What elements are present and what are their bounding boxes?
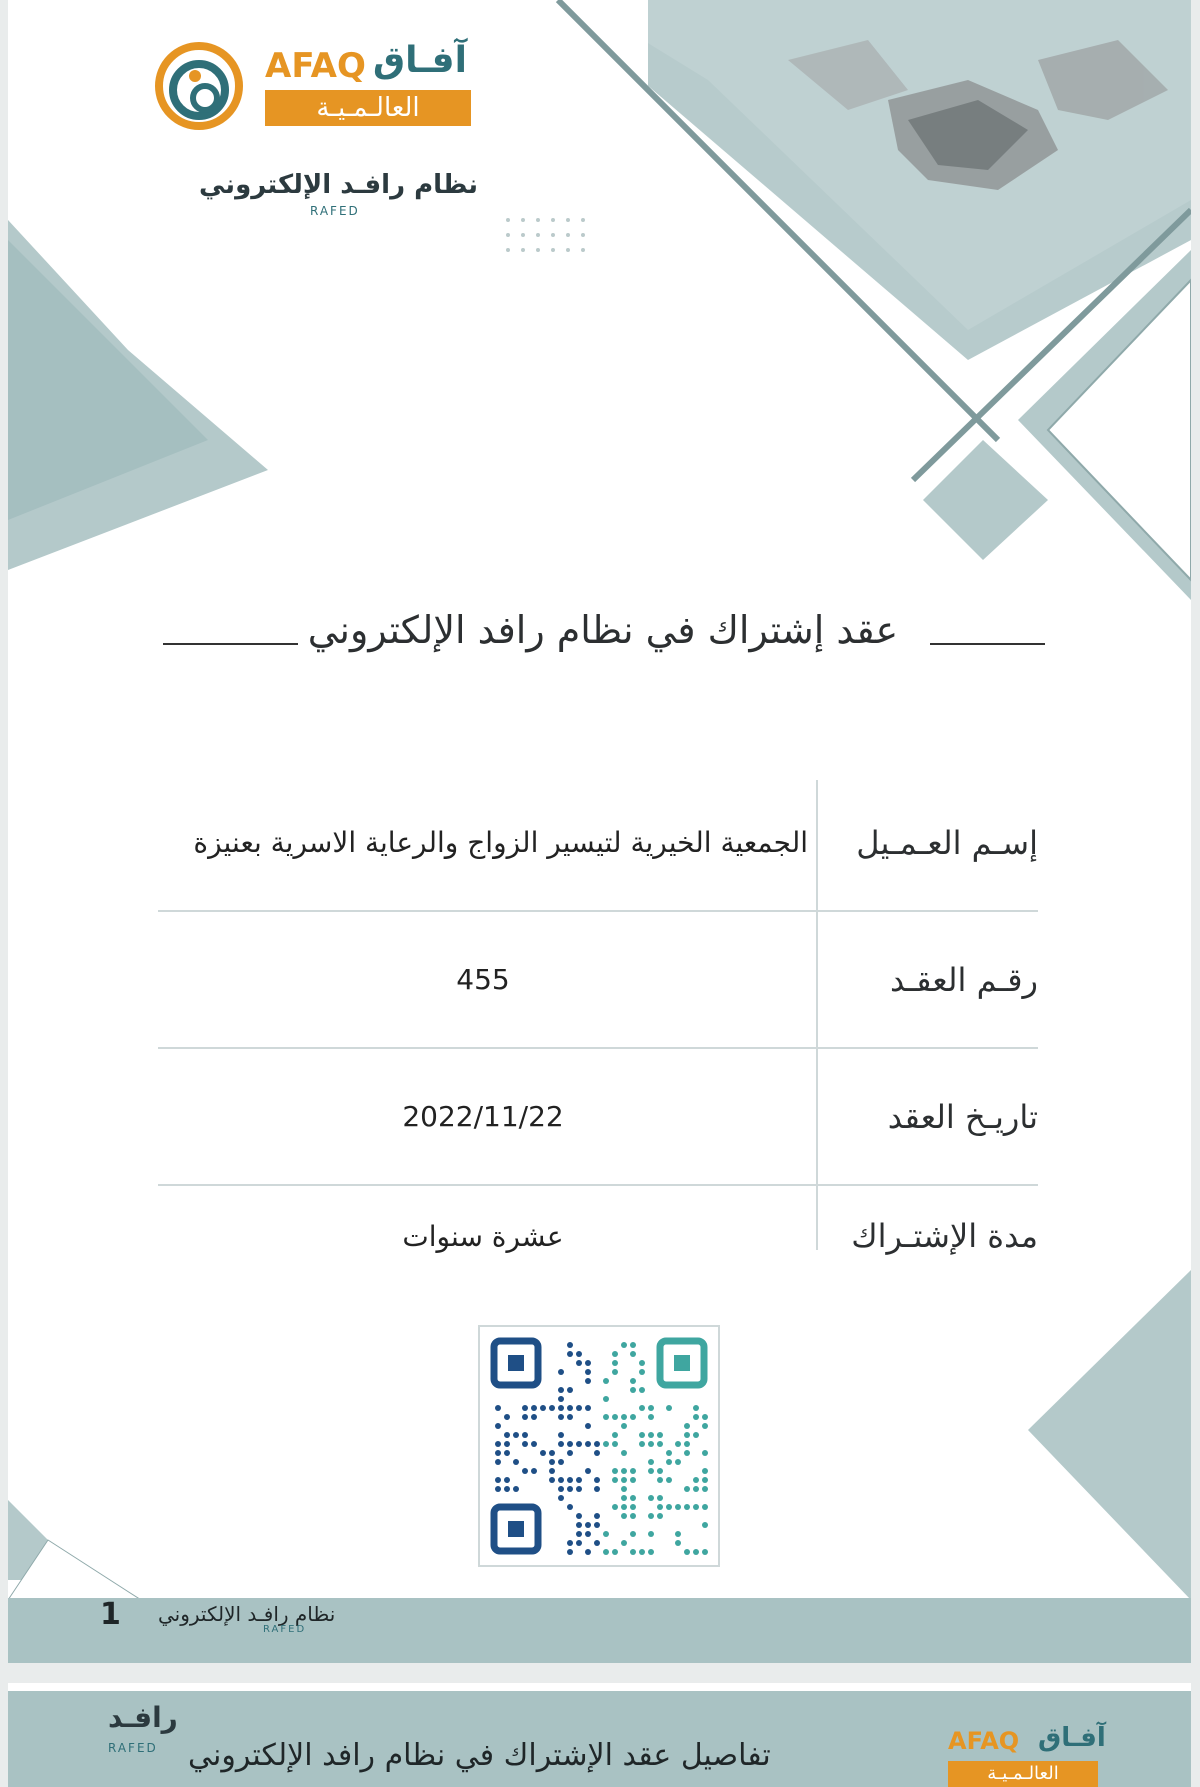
client-name-label: إسـم العـمـيل [856, 823, 1038, 862]
table-row [158, 775, 1038, 912]
table-row [158, 1049, 1038, 1186]
page2-rafed-name: رافـد [108, 1701, 178, 1734]
page2-afaq-subtitle: العالـمـيـة [948, 1761, 1098, 1787]
contract-details-table [158, 775, 1038, 1286]
contract-number-label: رقـم العقـد [889, 960, 1038, 999]
footer-rafed-latin: RAFED [263, 1624, 307, 1635]
subscription-period-label: مدة الإشتـراك [851, 1217, 1038, 1255]
footer-rafed-name: نظام رافـد الإلكتروني [158, 1602, 336, 1626]
contract-date-value: 2022/11/22 [402, 1100, 564, 1133]
table-row [158, 1186, 1038, 1286]
page2-title: تفاصيل عقد الإشتراك في نظام رافد الإلكتروني [188, 1738, 771, 1773]
afaq-logo-icon [153, 40, 245, 132]
rafed-system-name: نظام رافـد الإلكتروني [199, 170, 478, 200]
rafed-latin-name: RAFED [310, 204, 360, 218]
page2-rafed-latin: RAFED [108, 1741, 158, 1755]
contract-page-1 [8, 0, 1191, 1663]
document-title: عقد إشتراك في نظام رافد الإلكتروني [307, 608, 899, 652]
rafed-logo [158, 170, 478, 230]
afaq-name-ar: آفـاق [373, 40, 467, 81]
page2-afaq-en: AFAQ [948, 1727, 1020, 1755]
page-number: 1 [100, 1597, 121, 1632]
qr-code-icon [480, 1327, 718, 1565]
afaq-name-en: AFAQ [265, 46, 366, 86]
page2-afaq-ar: آفـاق [1038, 1723, 1106, 1753]
afaq-subtitle: العالـمـيـة [265, 90, 471, 126]
contract-number-value: 455 [456, 963, 510, 996]
afaq-logo [153, 40, 483, 130]
contract-page-2 [8, 1683, 1191, 1787]
qr-code[interactable] [478, 1325, 720, 1567]
contract-date-label: تاريـخ العقد [887, 1097, 1038, 1136]
subscription-period-value: عشرة سنوات [402, 1219, 564, 1253]
table-row [158, 912, 1038, 1049]
client-name-value: الجمعية الخيرية لتيسير الزواج والرعاية الاسرية بعنيزة [193, 826, 808, 859]
